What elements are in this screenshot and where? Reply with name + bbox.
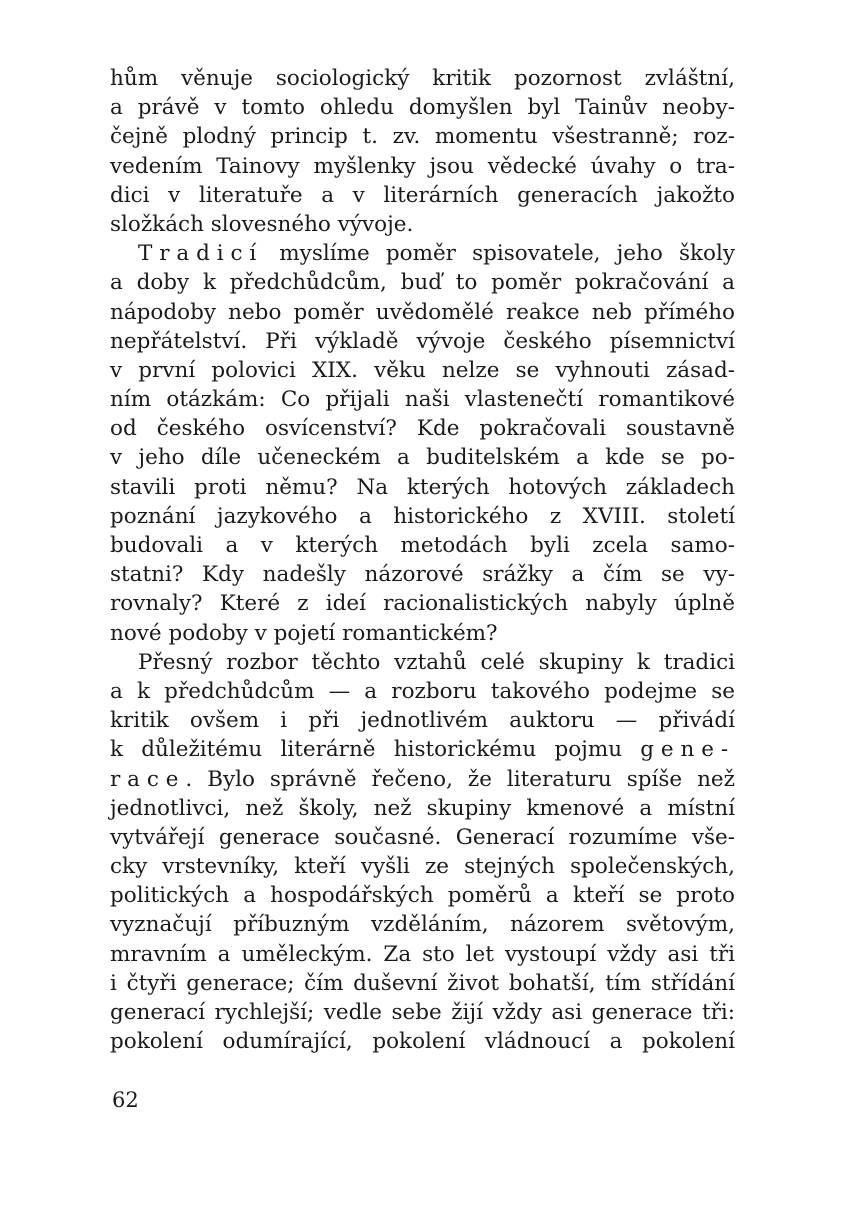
text-line: kritik ovšem i při jednotlivém auktoru — přivádí xyxy=(110,708,735,734)
emphasis-term: gene- xyxy=(640,737,735,763)
text-line: i čtyři generace; čím duševní život bohatší, tím střídání xyxy=(110,970,735,996)
emphasis-term: Tradicí xyxy=(138,241,264,267)
text-line: v jeho díle učeneckém a buditelském a kde se po- xyxy=(110,445,735,471)
text-line xyxy=(110,239,735,268)
text-line-rest: . Bylo správně řečeno, že literaturu spíše než xyxy=(185,766,735,792)
text-line: nepřátelství. Při výkladě vývoje českého písemnictví xyxy=(110,328,735,354)
text-line: složkách slovesného vývoje. xyxy=(110,211,414,237)
text-line: nové podoby v pojetí romantickém? xyxy=(110,620,498,646)
page-body xyxy=(110,64,735,1056)
text-line: čejně plodný princip t. zv. momentu všestranně; roz- xyxy=(110,124,735,150)
text-line: Přesný rozbor těchto vztahů celé skupiny k tradici xyxy=(138,649,735,675)
text-line: a k předchůdcům — a rozboru takového podejme se xyxy=(110,678,735,704)
text-line-rest: myslíme poměr spisovatele, jeho školy xyxy=(263,241,735,267)
text-line: poznání jazykového a historického z XVIII. století xyxy=(110,503,735,529)
text-line: jednotlivci, než školy, než skupiny kmenové a místní xyxy=(110,795,735,821)
text-line xyxy=(110,765,735,794)
emphasis-term: race xyxy=(110,766,186,792)
page-number: 62 xyxy=(112,1088,139,1112)
text-line: cky vrstevníky, kteří vyšli ze stejných společenských, xyxy=(110,854,735,880)
text-line: rovnaly? Které z ideí racionalistických nabyly úplně xyxy=(110,591,735,617)
text-line: a právě v tomto ohledu domyšlen byl Tainův neoby- xyxy=(110,95,735,121)
text-line: nápodoby nebo poměr uvědomělé reakce neb přímého xyxy=(110,299,735,325)
text-line: hům věnuje sociologický kritik pozornost zvláštní, xyxy=(110,66,735,91)
text-line: politických a hospodářských poměrů a kteří se proto xyxy=(110,883,735,909)
text-line: vedením Tainovy myšlenky jsou vědecké úvahy o tra- xyxy=(110,153,735,179)
text-line: v první polovici XIX. věku nelze se vyhnouti zásad- xyxy=(110,357,735,383)
text-line: budovali a v kterých metodách byli zcela samo- xyxy=(110,533,735,558)
text-line: statni? Kdy nadešly názorové srážky a čím se vy- xyxy=(110,562,735,588)
text-line: ním otázkám: Co přijali naši vlastenečtí romantikové xyxy=(110,387,735,413)
text-line: vyznačují příbuzným vzděláním, názorem světovým, xyxy=(110,912,735,938)
text-line: stavili proti němu? Na kterých hotových základech xyxy=(110,474,735,500)
text-line xyxy=(110,735,735,764)
text-line: pokolení odumírající, pokolení vládnoucí a pokolení xyxy=(110,1029,735,1055)
text-line: a doby k předchůdcům, buď to poměr pokračování a xyxy=(110,270,735,296)
text-line: dici v literatuře a v literárních generacích jakožto xyxy=(110,182,735,208)
text-line: vytvářejí generace současné. Generací rozumíme vše- xyxy=(110,824,735,850)
text-line-start: k důležitému literárně historickému pojmu xyxy=(110,737,641,763)
text-line: od českého osvícenství? Kde pokračovali soustavně xyxy=(110,416,735,442)
text-line: generací rychlejší; vedle sebe žijí vždy asi generace tři: xyxy=(110,1000,735,1025)
text-line: mravním a uměleckým. Za sto let vystoupí vždy asi tři xyxy=(110,941,735,967)
